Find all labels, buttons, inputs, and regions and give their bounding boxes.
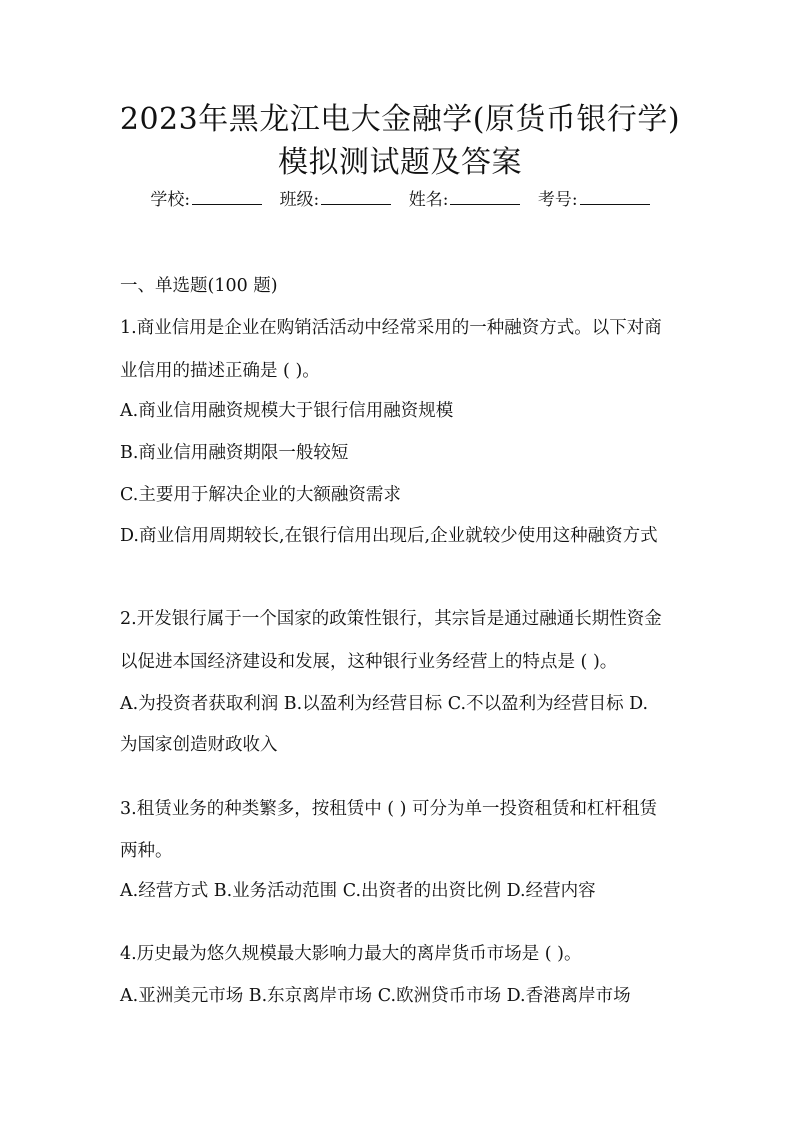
question-4-stem: 4.历史最为悠久规模最大影响力最大的离岸货币市场是 ( )。: [120, 944, 582, 964]
question-3-options: A.经营方式 B.业务活动范围 C.出资者的出资比例 D.经营内容: [120, 881, 596, 901]
question-4-options: A.亚洲美元市场 B.东京离岸市场 C.欧洲贷币市场 D.香港离岸市场: [120, 986, 631, 1006]
question-1-option-a: A.商业信用融资规模大于银行信用融资规模: [120, 401, 454, 421]
question-3-stem-line-1: 3.租赁业务的种类繁多，按租赁中 ( ) 可分为单一投资租赁和杠杆租赁: [120, 799, 658, 819]
class-label: 班级:: [279, 190, 320, 210]
question-2-stem-line-2: 以促进本国经济建设和发展，这种银行业务经营上的特点是 ( )。: [120, 652, 618, 672]
question-2-options-line-2: 为国家创造财政收入: [120, 735, 278, 755]
school-label: 学校:: [150, 190, 191, 210]
question-1-stem-line-2: 业信用的描述正确是 ( )。: [120, 361, 320, 381]
school-blank: [192, 186, 262, 205]
question-1-option-d: D.商业信用周期较长,在银行信用出现后,企业就较少使用这种融资方式: [120, 526, 658, 546]
name-field: [409, 186, 521, 214]
section-heading: 一、单选题(100 题): [120, 276, 278, 296]
name-label: 姓名:: [408, 190, 449, 210]
document-title-line-2: 模拟测试题及答案: [278, 145, 522, 180]
question-3-stem-line-2: 两种。: [120, 841, 173, 861]
class-field: [280, 186, 392, 214]
exam-number-label: 考号:: [537, 190, 578, 210]
class-blank: [321, 186, 391, 205]
question-1-option-c: C.主要用于解决企业的大额融资需求: [120, 485, 401, 505]
question-1-option-b: B.商业信用融资期限一般较短: [120, 443, 349, 463]
question-1-stem-line-1: 1.商业信用是企业在购销活活动中经常采用的一种融资方式。以下对商: [120, 318, 662, 338]
name-blank: [450, 186, 520, 205]
question-2-stem-line-1: 2.开发银行属于一个国家的政策性银行，其宗旨是通过融通长期性资金: [120, 609, 662, 629]
exam-number-field: [538, 186, 650, 214]
question-2-options-line-1: A.为投资者获取利润 B.以盈利为经营目标 C.不以盈利为经营目标 D.: [120, 694, 649, 714]
student-info-fields: [0, 186, 800, 214]
document-title-line-1: 2023年黑龙江电大金融学(原货币银行学): [119, 102, 681, 137]
exam-number-blank: [580, 186, 650, 205]
school-field: [150, 186, 262, 214]
